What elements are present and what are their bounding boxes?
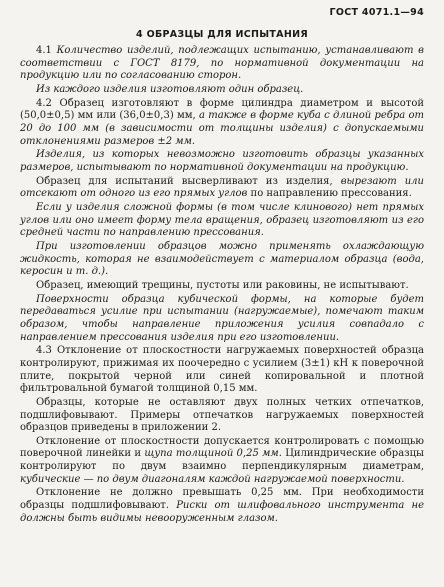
text-run: 4.3 Отклонение от плоскостности нагружаемых поверхностей образца контролируют, прижимая их поочередно с усилием (3±1) кН к поверочной плите, покрытой черной или синей копировальной и плотной фильтровальной бумагой толщиной 0,15 мм. <box>20 345 424 395</box>
italic-text-run: Из каждого изделия изготовляют один образец. <box>36 83 304 95</box>
italic-text-run: Поверхности образца кубической формы, на которые будет передаваться усилие при испытании (нагружаемые), помечают таким образом, чтобы направление приложения усилия совпадало с направлением прессования изделия при его изготовлении. <box>20 293 424 343</box>
paragraph <box>20 84 424 97</box>
text-run: Отклонение не должно превышать 0,25 мм. При необходимости образцы подшлифовывают. <box>20 487 424 512</box>
italic-text-run: вырезают или отсекают от одного из его прямых углов <box>20 175 424 200</box>
italic-text-run: а также в форме куба с длиной ребра от 20 до 100 мм (в зависимости от толщины изделия) с допускаемыми отклонениями размеров ±2 мм. <box>20 110 424 147</box>
paragraph <box>20 176 424 201</box>
paragraph <box>20 487 424 525</box>
text-run: 4.1 <box>36 45 57 56</box>
paragraph <box>20 241 424 279</box>
italic-text-run: Риски от шлифовального инструмента не должны быть видимы невооруженным глазом. <box>20 500 424 524</box>
text-run: Образец, имеющий трещины, пустоты или раковины, не испытывают. <box>36 280 409 291</box>
paragraph <box>20 202 424 240</box>
italic-text-run: кубические — по двум диагоналям каждой нагружаемой поверхности. <box>20 473 405 485</box>
text-run: Образцы, которые не оставляют двух полных четких отпечатков, подшлифовывают. Примеры отпечатков нагружаемых поверхностей образцов приведены в приложении 2. <box>20 396 424 434</box>
paragraph <box>20 294 424 344</box>
text-run: по направлению прессования. <box>247 188 412 200</box>
document-body <box>20 45 424 525</box>
section-title: 4 ОБРАЗЦЫ ДЛЯ ИСПЫТАНИЯ <box>136 29 308 40</box>
document-code-header: ГОСТ 4071.1—94 <box>329 7 424 18</box>
text-run: Цилиндрические образцы контролируют по двум взаимно перпендикулярным диаметрам, <box>20 448 424 473</box>
italic-text-run: При изготовлении образцов можно применять охлаждающую жидкость, которая не взаимодействует с материалом образца (вода, керосин и т. д.). <box>20 241 424 278</box>
italic-text-run: Изделия, из которых невозможно изготовить образцы указанных размеров, испытывают по нормативной документации на продукцию. <box>20 149 424 173</box>
italic-text-run: Если у изделия сложной формы (в том числе клинового) нет прямых углов или оно имеет форму тела вращения, образец изготовляют из его средней части по направлению прессования. <box>20 202 424 239</box>
italic-text-run: Количество изделий, подлежащих испытанию, устанавливают в соответствии с ГОСТ 8179, по нормативной документации на продукцию или по согласованию сторон. <box>20 45 424 82</box>
text-run: Отклонение от плоскостности допускается контролировать с помощью поверочной линейки и <box>20 435 424 460</box>
text-run: 4.2 Образец изготовляют в форме цилиндра диаметром и высотой (50,0±0,5) мм или (36,0±0,3) мм, <box>20 97 424 122</box>
text-run: Образец для испытаний высверливают из изделия, <box>36 175 341 187</box>
paragraph <box>20 397 424 435</box>
paragraph <box>20 98 424 148</box>
italic-text-run: щупа толщиной 0,25 мм. <box>144 448 282 460</box>
paragraph <box>20 45 424 83</box>
paragraph <box>20 149 424 174</box>
paragraph <box>20 345 424 395</box>
paragraph <box>20 280 424 293</box>
paragraph <box>20 436 424 486</box>
